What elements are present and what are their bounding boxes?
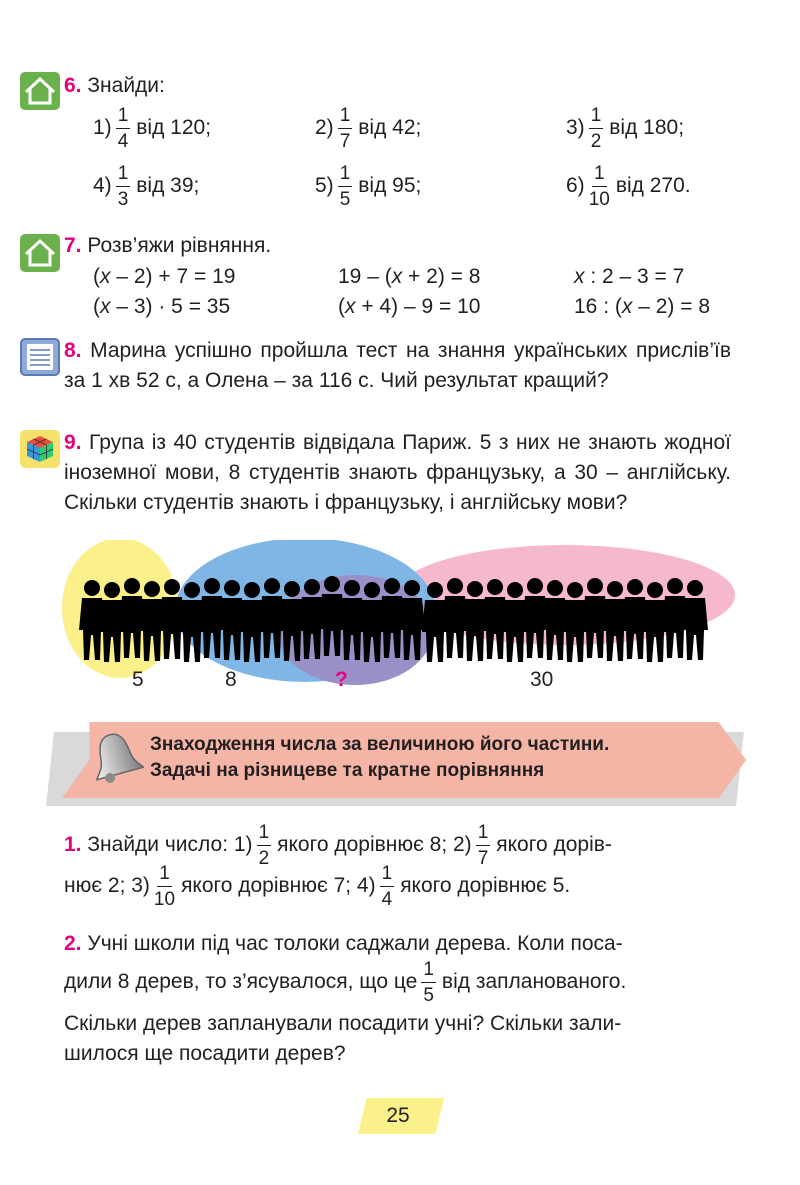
equation-3: x : 2 – 3 = 7 <box>574 265 685 288</box>
task6-number: 6. <box>64 74 82 97</box>
task8-number: 8. <box>64 339 82 362</box>
ex2-line4: шилося ще посадити дерев? <box>64 1042 346 1065</box>
task6-title: Знайди: <box>87 74 165 97</box>
banner-title: Знаходження числа за величиною його частини. Задачі на різницеве та кратне порівняння <box>150 734 610 781</box>
task6-item-3: 3) $\frac{1}{2}$ від 180; <box>566 105 685 152</box>
task9-text: 9. Група із 40 студентів відвідала Париж. 5 з них не знають жодної іноземної мови, 8 студентів знають французьку, а 30 – англійську. Скільки студентів знають і французьку, і англійську мови? <box>64 431 731 514</box>
ex2-line2: дили 8 дерев, то з’ясувалося, що це $\frac{1}{5}$ від запланованого. <box>64 959 627 1006</box>
equation-2: 19 – (x + 2) = 8 <box>338 265 481 288</box>
equation-4: (x – 3) · 5 = 35 <box>93 295 231 318</box>
fraction: $\frac{1}{7}$ <box>339 105 351 152</box>
task8-text: 8. Марина успішно пройшла тест на знання українських прислів’їв за 1 хв 52 с, а Олена – за 116 с. Чий результат кращий? <box>64 339 731 392</box>
ex2-line1: 2. Учні школи під час толоки саджали дерева. Коли поса- <box>64 932 623 955</box>
equation-5: (x + 4) – 9 = 10 <box>338 295 481 318</box>
fraction: $\frac{1}{2}$ <box>258 822 270 869</box>
task6-item-5: 5) $\frac{1}{5}$ від 95; <box>315 163 422 210</box>
fraction: $\frac{1}{10}$ <box>588 163 610 210</box>
equation-6: 16 : (x – 2) = 8 <box>574 295 710 318</box>
task7-header <box>64 234 271 258</box>
bell-icon <box>88 728 144 786</box>
fraction: $\frac{1}{7}$ <box>477 822 489 869</box>
fraction: $\frac{1}{5}$ <box>339 163 351 210</box>
ex1-line1: 1. Знайди число: 1) $\frac{1}{2}$ якого дорівнює 8; 2) $\frac{1}{7}$ якого дорів- <box>64 822 612 869</box>
count-label-8: 8 <box>225 668 237 691</box>
task7-title: Розв’яжи рівняння. <box>87 234 272 257</box>
task6-item-4: 4) $\frac{1}{3}$ від 39; <box>93 163 200 210</box>
fraction: $\frac{1}{4}$ <box>117 105 129 152</box>
fraction: $\frac{1}{4}$ <box>381 863 393 910</box>
students-venn-diagram <box>0 540 800 700</box>
notebook-icon <box>20 338 60 376</box>
page-number: 25 <box>386 1104 410 1127</box>
home-task-icon <box>20 234 60 272</box>
count-label-question: ? <box>335 668 348 691</box>
task6-item-2: 2) $\frac{1}{7}$ від 42; <box>315 105 422 152</box>
task6-header <box>64 74 165 98</box>
fraction: $\frac{1}{10}$ <box>153 863 176 910</box>
task9-number: 9. <box>64 431 82 454</box>
fraction: $\frac{1}{2}$ <box>590 105 602 152</box>
ex1-line2: нює 2; 3) $\frac{1}{10}$ якого дорівнює 7; 4) $\frac{1}{4}$ якого дорівнює 5. <box>64 863 571 910</box>
home-task-icon <box>20 72 60 110</box>
ex2-line3: Скільки дерев запланували посадити учні? Скільки зали- <box>64 1012 622 1035</box>
count-label-5: 5 <box>132 668 144 691</box>
fraction: $\frac{1}{5}$ <box>423 959 434 1006</box>
task7-number: 7. <box>64 234 82 257</box>
equation-1: (x – 2) + 7 = 19 <box>93 265 236 288</box>
count-label-30: 30 <box>530 668 554 691</box>
puzzle-cube-icon <box>20 430 60 468</box>
fraction: $\frac{1}{3}$ <box>117 163 129 210</box>
task6-item-6: 6) $\frac{1}{10}$ від 270. <box>566 163 691 210</box>
task6-item-1: 1) $\frac{1}{4}$ від 120; <box>93 105 212 152</box>
